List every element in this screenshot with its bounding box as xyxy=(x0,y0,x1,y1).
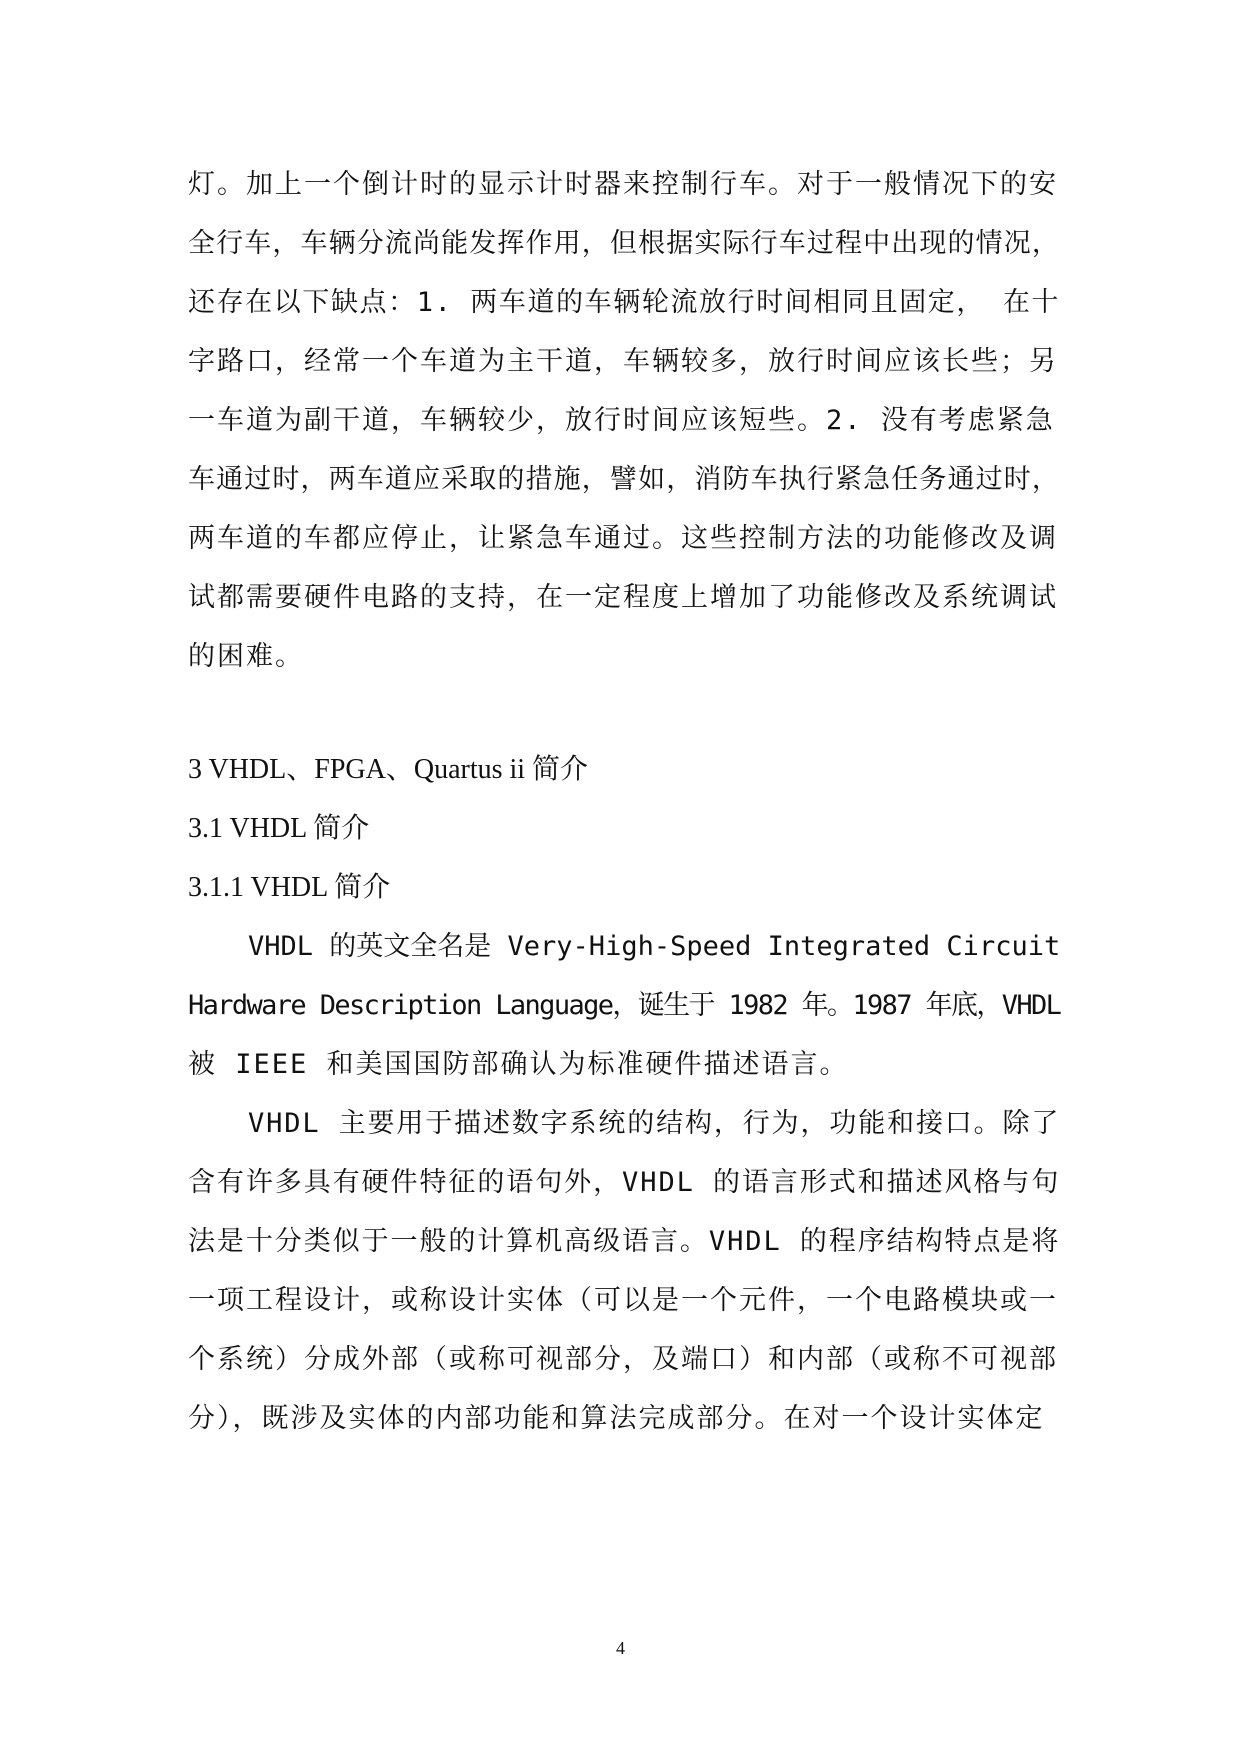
paragraph-1-line-7: 两车道的车都应停止，让紧急车通过。这些控制方法的功能修改及调 xyxy=(188,523,1058,554)
paragraph-3-line-5: 个系统）分成外部（或称可视部分，及端口）和内部（或称不可视部 xyxy=(188,1344,1058,1375)
paragraph-1-line-5: 一车道为副干道，车辆较少，放行时间应该短些。2. 没有考虑紧急 xyxy=(188,405,1055,436)
heading-section-3: 3 VHDL、FPGA、Quartus ii 简介 xyxy=(188,754,589,785)
paragraph-1-line-8: 试都需要硬件电路的支持，在一定程度上增加了功能修改及系统调试 xyxy=(188,582,1058,613)
paragraph-1-line-2: 全行车，车辆分流尚能发挥作用，但根据实际行车过程中出现的情况， xyxy=(188,228,1060,259)
paragraph-3-line-6: 分），既涉及实体的内部功能和算法完成部分。在对一个设计实体定 xyxy=(188,1403,1045,1434)
paragraph-3-line-3: 法是十分类似于一般的计算机高级语言。VHDL 的程序结构特点是将 xyxy=(188,1226,1061,1257)
paragraph-1-line-6: 车通过时，两车道应采取的措施，譬如，消防车执行紧急任务通过时， xyxy=(188,464,1060,495)
paragraph-2-line-1: VHDL 的英文全名是 Very-High-Speed Integrated Circuit xyxy=(248,931,1061,962)
paragraph-1-line-3: 还存在以下缺点：1. 两车道的车辆轮流放行时间相同且固定， 在十 xyxy=(188,287,1061,318)
paragraph-3-line-1: VHDL 主要用于描述数字系统的结构，行为，功能和接口。除了 xyxy=(248,1108,1061,1139)
paragraph-3-line-4: 一项工程设计，或称设计实体（可以是一个元件，一个电路模块或一 xyxy=(188,1285,1058,1316)
heading-section-3-1-1: 3.1.1 VHDL 简介 xyxy=(188,872,391,903)
paragraph-1-line-9: 的困难。 xyxy=(188,641,304,672)
heading-section-3-1: 3.1 VHDL 简介 xyxy=(188,813,370,844)
paragraph-3-line-2: 含有许多具有硬件特征的语句外，VHDL 的语言形式和描述风格与句 xyxy=(188,1167,1061,1198)
paragraph-2-line-2: Hardware Description Language，诞生于 1982 年。1987 年底，VHDL xyxy=(188,990,1061,1021)
paragraph-1-line-1: 灯。加上一个倒计时的显示计时器来控制行车。对于一般情况下的安 xyxy=(188,169,1058,200)
page-number: 4 xyxy=(616,1638,625,1658)
paragraph-1-line-4: 字路口，经常一个车道为主干道，车辆较多，放行时间应该长些；另 xyxy=(188,346,1058,377)
paragraph-2-line-3: 被 IEEE 和美国国防部确认为标准硬件描述语言。 xyxy=(188,1049,849,1080)
